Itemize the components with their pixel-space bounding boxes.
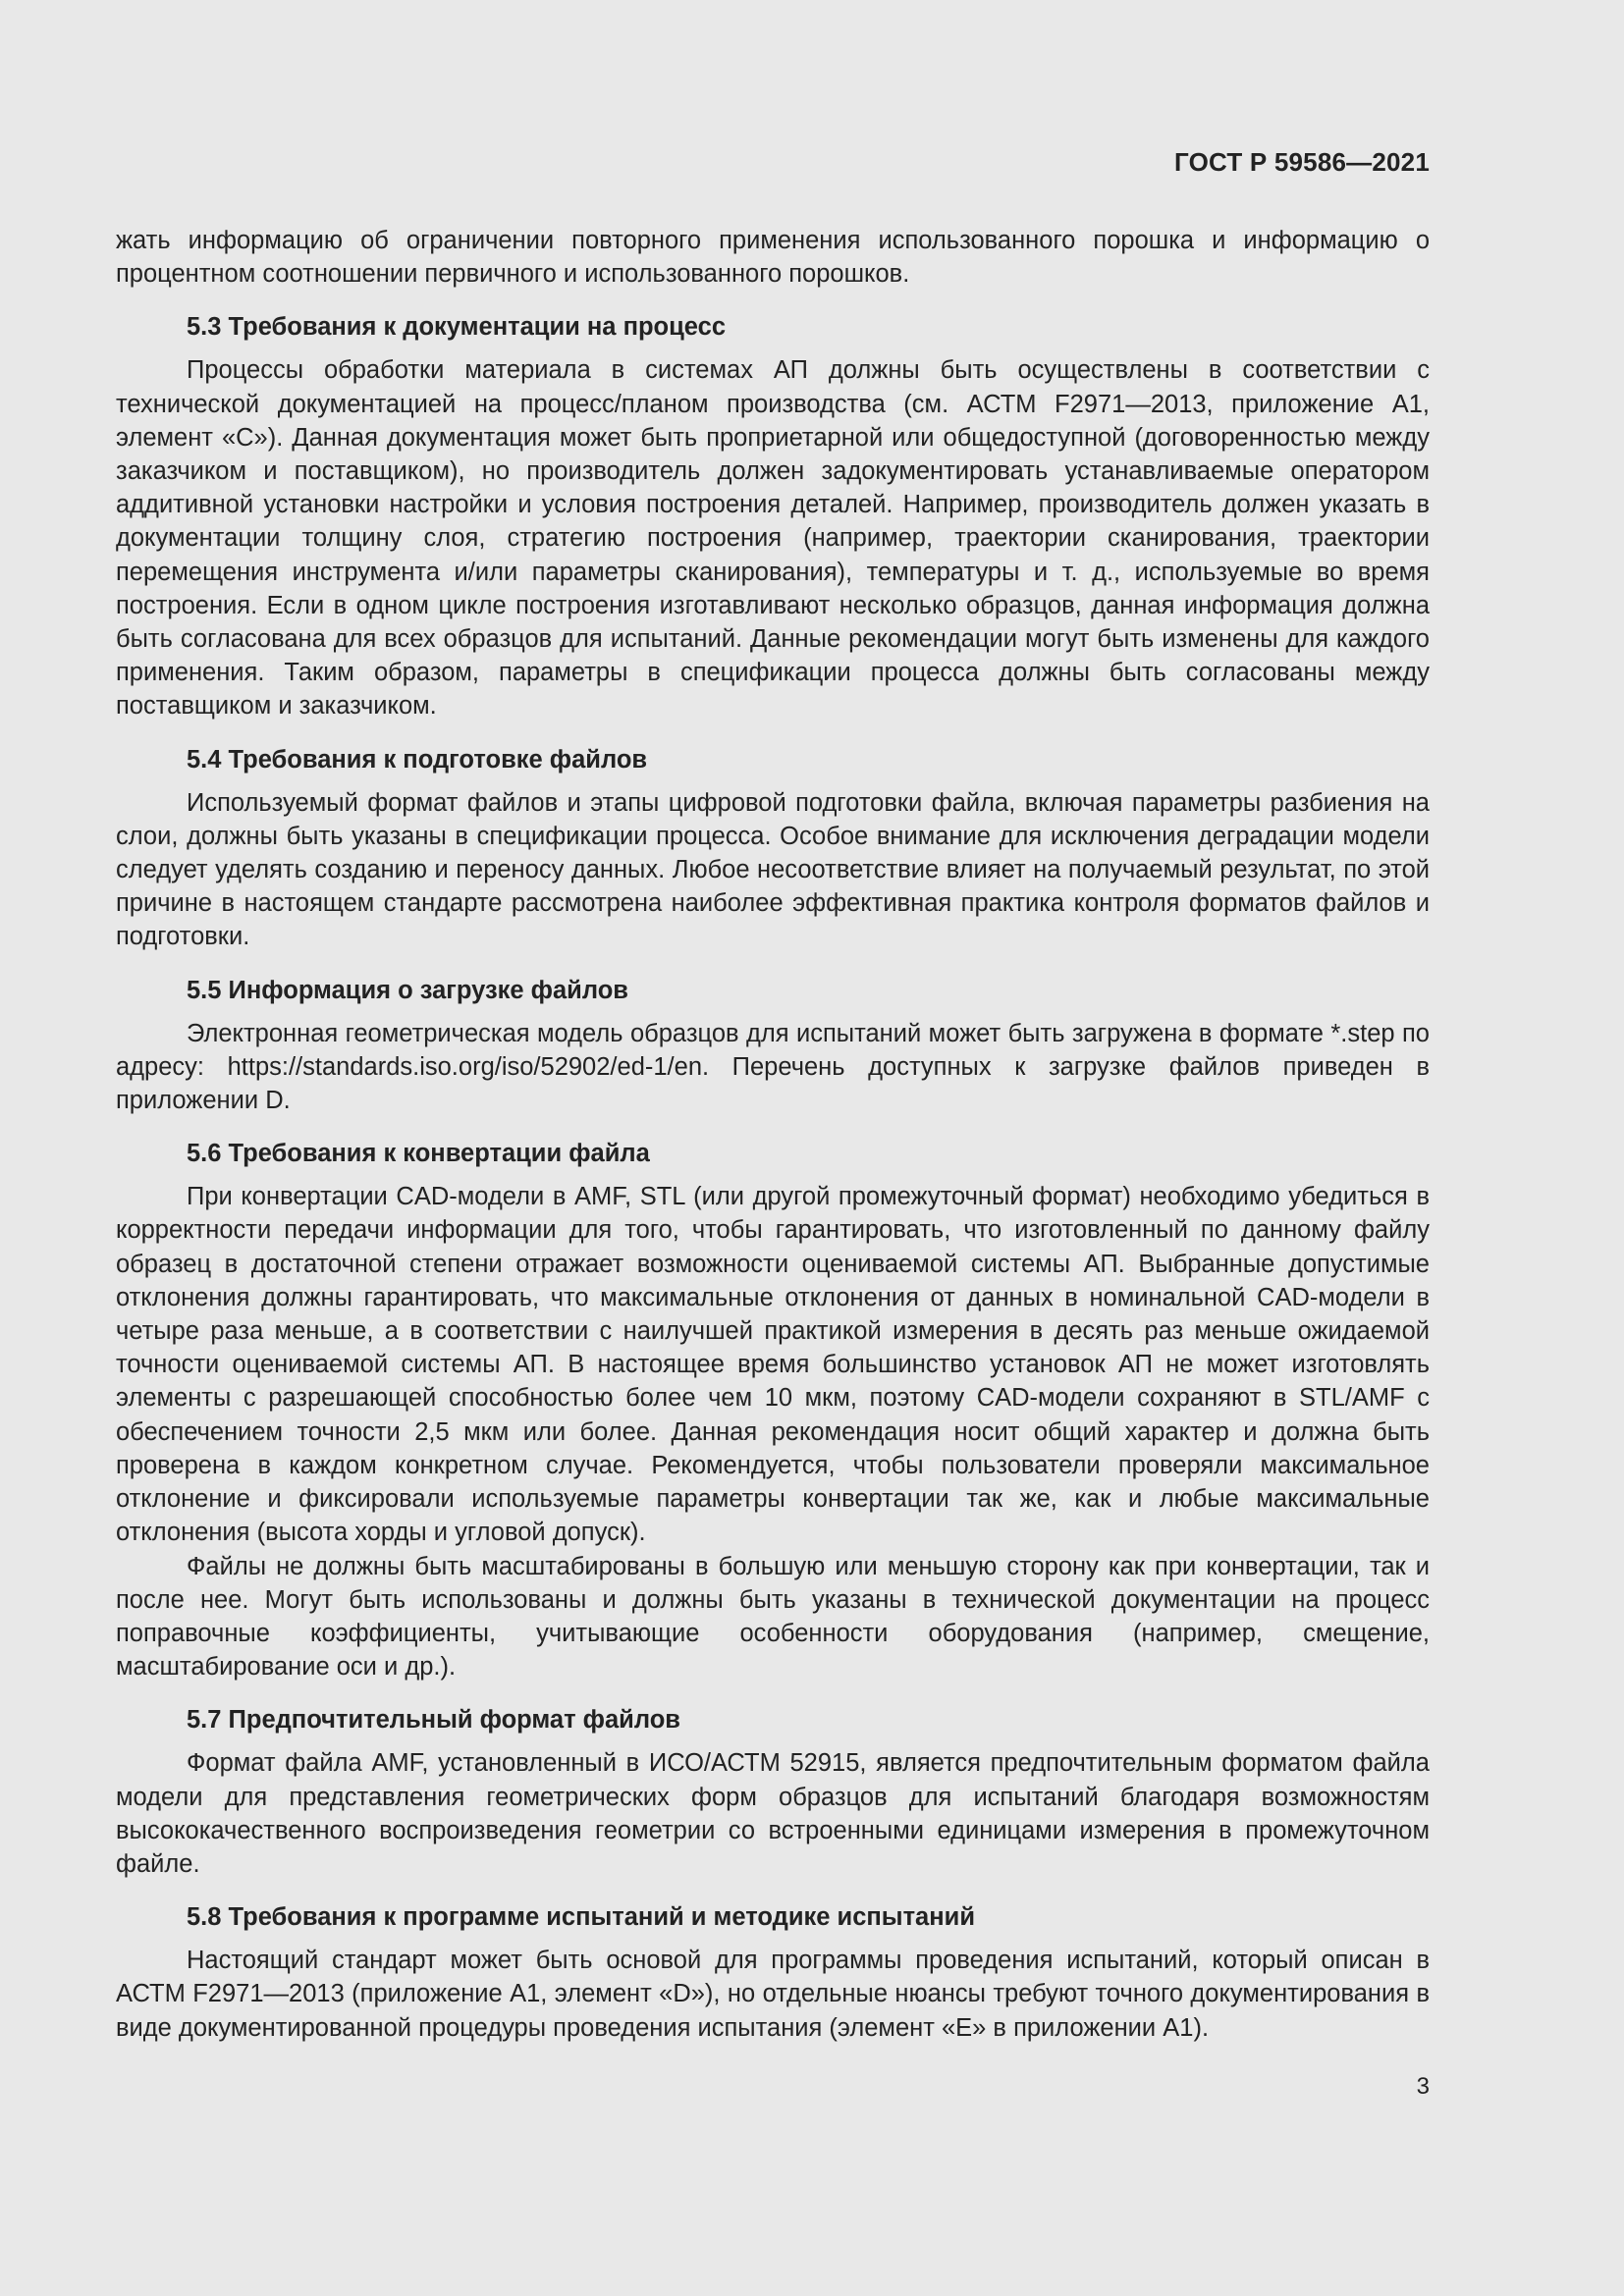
- section-5-5-paragraph-1: Электронная геометрическая модель образцов для испытаний может быть загружена в формате *.step по адресу: https://standards.iso.org/iso/52902/ed-1/en. Перечень доступных к загрузке файлов приведен в приложении D.: [116, 1019, 1430, 1115]
- section-5-3-paragraph-1: Процессы обработки материала в системах АП должны быть осуществлены в соответствии с технической документацией на процесс/планом производства (см. АСТМ F2971—2013, приложение А1, элемент «С»). Данная документация может быть проприетарной или общедоступной (договоренностью между заказчиком и поставщиком), но производитель должен задокументировать устанавливаемые оператором аддитивной установки настройки и условия построения деталей. Например, производитель должен указать в документации толщину слоя, стратегию построения (например, траектории сканирования, траектории перемещения инструмента и/или параметры сканирования), температуры и т. д., используемые во время построения. Если в одном цикле построения изготавливают несколько образцов, данная информация должна быть согласована для всех образцов для испытаний. Данные рекомендации могут быть изменены для каждого применения. Таким образом, параметры в спецификации процесса должны быть согласованы между поставщиком и заказчиком.: [116, 356, 1430, 721]
- section-heading-5-3: 5.3 Требования к документации на процесс: [187, 313, 727, 342]
- section-5-4-paragraph-1: Используемый формат файлов и этапы цифровой подготовки файла, включая параметры разбиения на слои, должны быть указаны в спецификации процесса. Особое внимание для исключения деградации модели следует уделять созданию и переносу данных. Любое несоответствие влияет на получаемый результат, по этой причине в настоящем стандарте рассмотрена наиболее эффективная практика контроля форматов файлов и подготовки.: [116, 788, 1430, 951]
- section-5-6-paragraph-2: Файлы не должны быть масштабированы в большую или меньшую сторону как при конвертации, так и после нее. Могут быть использованы и должны быть указаны в технической документации на процесс поправочные коэффициенты, учитывающие особенности оборудования (например, смещение, масштабирование оси и др.).: [116, 1552, 1430, 1682]
- page-number: 3: [1416, 2073, 1430, 2100]
- document-code-header: ГОСТ Р 59586—2021: [1174, 147, 1430, 177]
- section-heading-5-6: 5.6 Требования к конвертации файла: [187, 1140, 650, 1168]
- section-5-7-paragraph-1: Формат файла AMF, установленный в ИСО/АСТМ 52915, является предпочтительным форматом файла модели для представления геометрических форм образцов для испытаний благодаря возможностям высококачественного воспроизведения геометрии со встроенными единицами измерения в промежуточном файле.: [116, 1749, 1430, 1878]
- section-heading-5-7: 5.7 Предпочтительный формат файлов: [187, 1706, 680, 1735]
- section-5-8-paragraph-1: Настоящий стандарт может быть основой для программы проведения испытаний, который описан в АСТМ F2971—2013 (приложение А1, элемент «D»), но отдельные нюансы требуют точного документирования в виде документированной процедуры проведения испытания (элемент «Е» в приложении А1).: [116, 1947, 1430, 2042]
- section-heading-5-4: 5.4 Требования к подготовке файлов: [187, 745, 648, 774]
- section-heading-5-8: 5.8 Требования к программе испытаний и методике испытаний: [187, 1903, 975, 1932]
- section-5-6-paragraph-1: При конвертации CAD-модели в AMF, STL (или другой промежуточный формат) необходимо убедиться в корректности передачи информации для того, чтобы гарантировать, что изготовленный по данному файлу образец в достаточной степени отражает возможности оцениваемой системы АП. Выбранные допустимые отклонения должны гарантировать, что максимальные отклонения от данных в номинальной CAD-модели в четыре раза меньше, а в соответствии с наилучшей практикой измерения в десять раз меньше ожидаемой точности оцениваемой системы АП. В настоящее время большинство установок АП не может изготовлять элементы с разрешающей способностью более чем 10 мкм, поэтому CAD-модели сохраняют в STL/AMF с обеспечением точности 2,5 мкм или более. Данная рекомендация носит общий характер и должна быть проверена в каждом конкретном случае. Рекомендуется, чтобы пользователи проверяли максимальное отклонение и фиксировали используемые параметры конвертации так же, как и любые максимальные отклонения (высота хорды и угловой допуск).: [116, 1183, 1430, 1547]
- document-body: [116, 224, 1430, 2045]
- intro-paragraph-tail: жать информацию об ограничении повторного применения использованного порошка и информацию о процентном соотношении первичного и использованного порошков.: [116, 227, 1430, 289]
- section-heading-5-5: 5.5 Информация о загрузке файлов: [187, 976, 628, 1004]
